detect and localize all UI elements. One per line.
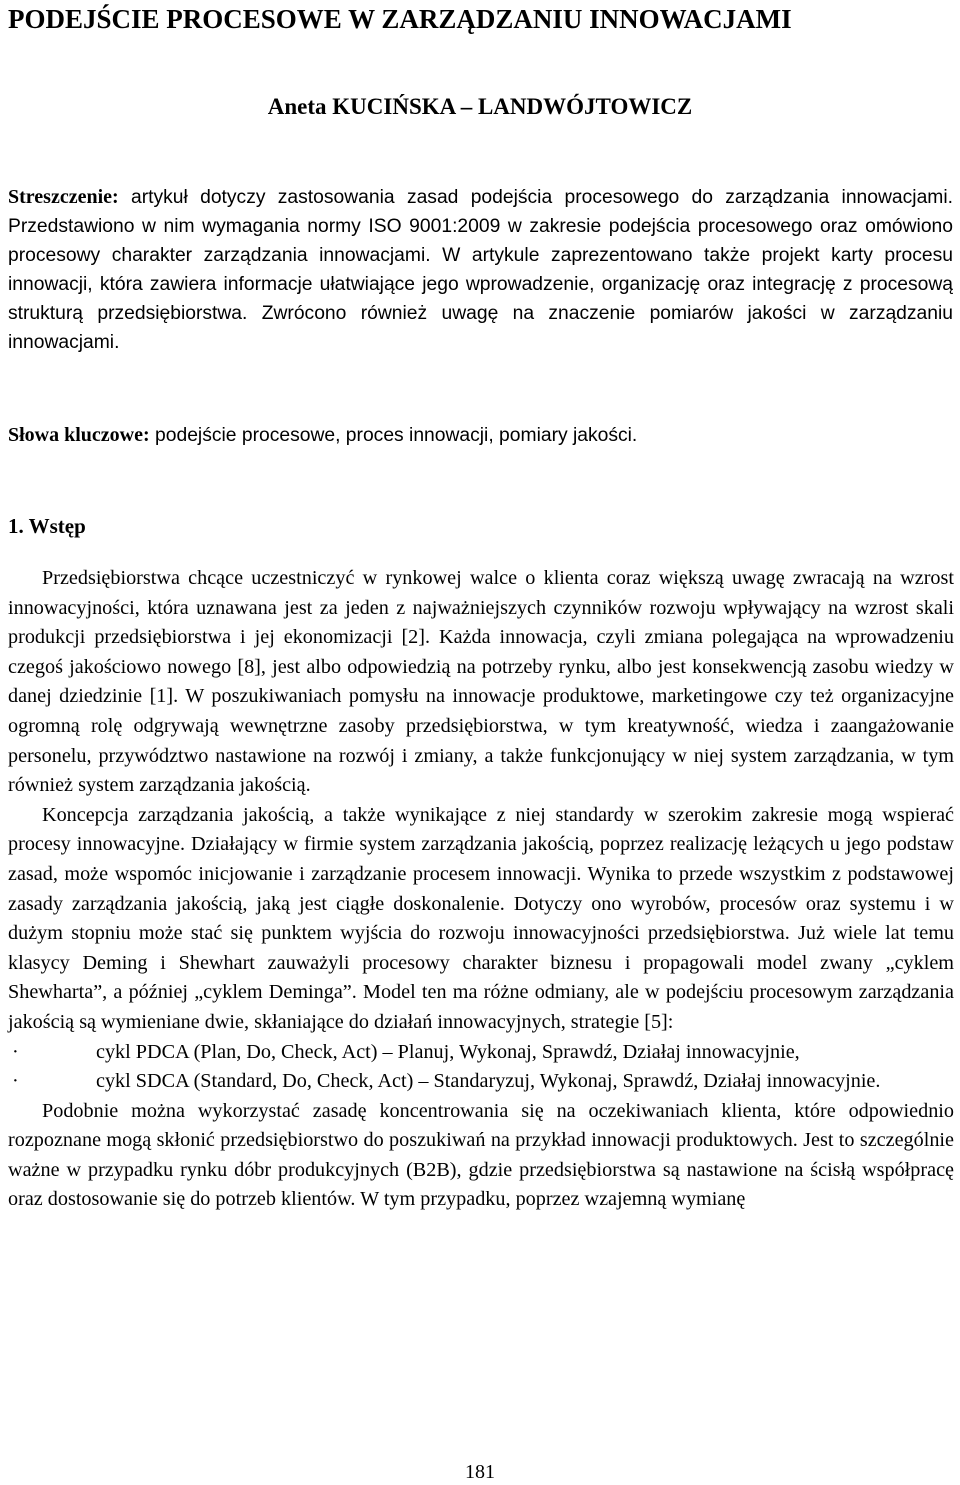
body-paragraph: Podobnie można wykorzystać zasadę koncentrowania się na oczekiwaniach klienta, które odpowiednio rozpoznane mogą skłonić przedsiębiorstwo do poszukiwań na przykład innowacji produktowych. Jest to szczególnie ważne w przypadku rynku dóbr produkcyjnych (B2B), gdzie przedsiębiorstwa są nastawione na ścisłą współpracę oraz dostosowanie się do potrzeb klientów. W tym przypadku, poprzez wzajemną wymianę — [8, 1099, 954, 1211]
section-heading: 1. Wstęp — [8, 514, 86, 538]
abstract-text: artykuł dotyczy zastosowania zasad podejścia procesowego do zarządzania innowacjami. Przedstawiono w nim wymagania normy ISO 9001:2009 w zakresie podejścia procesowego oraz omówiono procesowy charakter zarządzania innowacjami. W artykule zaprezentowano także projekt karty procesu innowacji, która zawiera informacje ułatwiające jego wprowadzenie, organizację oraz integrację z procesową strukturą przedsiębiorstwa. Zwrócono również uwagę na znaczenie pomiarów jakości w zarządzaniu innowacjami. — [8, 187, 953, 353]
bullet-mark: · — [12, 1070, 19, 1093]
list-item-text: cykl SDCA (Standard, Do, Check, Act) – Standaryzuj, Wykonaj, Sprawdź, Działaj innowacyjnie. — [96, 1070, 881, 1093]
keywords — [8, 421, 953, 450]
keywords-text: podejście procesowe, proces innowacji, pomiary jakości. — [149, 425, 638, 446]
abstract — [8, 183, 953, 357]
section-body — [8, 564, 954, 1215]
list-item — [8, 1067, 954, 1097]
page-number: 181 — [465, 1461, 495, 1483]
body-paragraph: Koncepcja zarządzania jakością, a także wynikające z niej standardy w szerokim zakresie mogą wspierać procesy innowacyjne. Działający w firmie system zarządzania jakością, poprzez realizację leżących u jego podstaw zasad, może wspomóc inicjowanie i zarządzanie procesem innowacji. Wynika to przede wszystkim z podstawowej zasady zarządzania jakością, jaką jest ciągłe doskonalenie. Dotyczy ono wyrobów, procesów oraz systemu i w dużym stopniu może stać się punktem wyjścia do rozwoju innowacyjności przedsiębiorstwa. Już wiele lat temu klasycy Deming i Shewhart zauważyli procesowy charakter biznesu i propagowali model zwany „cyklem Shewharta”, a później „cyklem Deminga”. Model ten ma różne odmiany, ale w podejściu procesowym zarządzania jakością są wymieniane dwie, skłaniające do działań innowacyjnych, strategie [5]: — [8, 803, 954, 1033]
bullet-mark: · — [12, 1040, 19, 1063]
author-name: Aneta KUCIŃSKA – LANDWÓJTOWICZ — [267, 94, 693, 119]
list-item-text: cykl PDCA (Plan, Do, Check, Act) – Planuj, Wykonaj, Sprawdź, Działaj innowacyjnie, — [96, 1040, 800, 1063]
body-paragraph: Przedsiębiorstwa chcące uczestniczyć w rynkowej walce o klienta coraz większą uwagę zwracają na wzrost innowacyjności, która uznawana jest za jeden z najważniejszych czynników rozwoju wpływający na wzrost skali produkcji przedsiębiorstwa i jej ekonomizacji [2]. Każda innowacja, czyli zmiana polegająca na wprowadzeniu czegoś jakościowo nowego [8], jest albo odpowiedzią na potrzeby rynku, albo jest konsekwencją zasobu wiedzy w danej dziedzinie [1]. W poszukiwaniach pomysłu na innowacje produktowe, marketingowe czy też organizacyjne ogromną rolę odgrywają wewnętrzne zasoby przedsiębiorstwa, w tym kreatywność, wiedza i zaangażowanie personelu, przywództwo nastawione na rozwój i zmiany, a także funkcjonujący w niej system zarządzania, w tym również system zarządzania jakością. — [8, 567, 954, 797]
paper-title: PODEJŚCIE PROCESOWE W ZARZĄDZANIU INNOWACJAMI — [8, 4, 792, 34]
keywords-label: Słowa kluczowe: — [8, 424, 150, 446]
abstract-label: Streszczenie: — [8, 186, 119, 208]
strategy-list — [8, 1038, 954, 1097]
list-item — [8, 1038, 954, 1068]
